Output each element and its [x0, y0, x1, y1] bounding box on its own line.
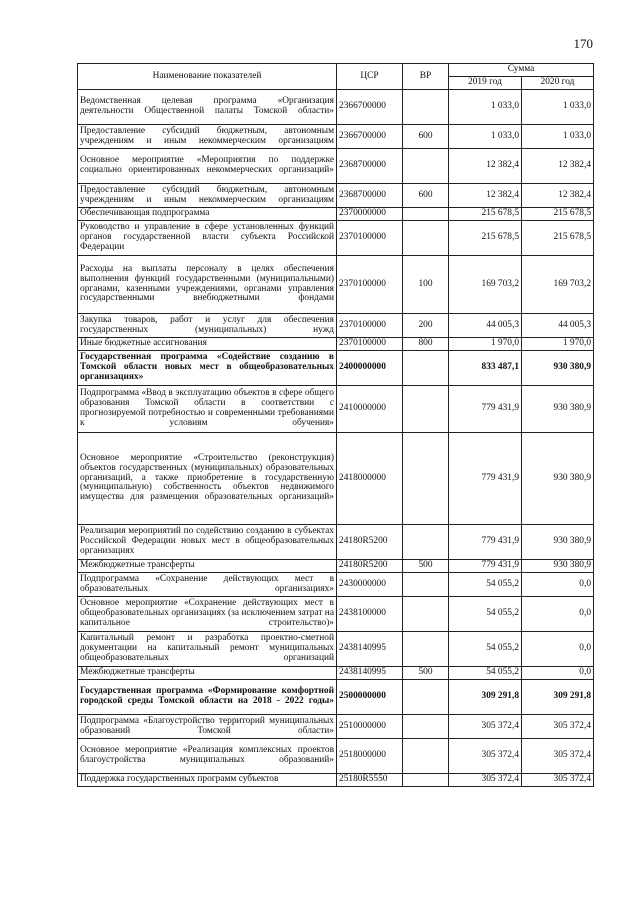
row-sum-2019: 779 431,9 — [449, 525, 522, 560]
table-row — [78, 125, 594, 149]
row-vr — [403, 351, 449, 386]
table-row — [78, 221, 594, 256]
row-name: Капитальный ремонт и разработка проектно-сметной документации на капитальный ремонт муниципальных общеобразовательных организаций — [78, 632, 337, 667]
table-row — [78, 774, 594, 787]
row-vr — [403, 774, 449, 787]
row-csr: 2500000000 — [337, 680, 403, 715]
row-sum-2019: 779 431,9 — [449, 433, 522, 525]
row-sum-2019: 309 291,8 — [449, 680, 522, 715]
row-sum-2019: 215 678,5 — [449, 208, 522, 221]
row-sum-2020: 930 380,9 — [522, 386, 594, 433]
row-csr: 2370000000 — [337, 208, 403, 221]
table-row — [78, 525, 594, 560]
row-name: Предоставление субсидий бюджетным, автономным учреждениям и иным некоммерческим организациям — [78, 184, 337, 208]
table-row — [78, 314, 594, 338]
row-sum-2019: 1 033,0 — [449, 125, 522, 149]
row-name: Реализация мероприятий по содействию созданию в субъектах Российской Федерации новых мест в общеобразовательных организациях — [78, 525, 337, 560]
table-row — [78, 184, 594, 208]
row-sum-2020: 12 382,4 — [522, 184, 594, 208]
row-sum-2019: 54 055,2 — [449, 597, 522, 632]
header-vr: ВР — [403, 64, 449, 90]
table-row — [78, 338, 594, 351]
row-vr — [403, 221, 449, 256]
row-sum-2019: 12 382,4 — [449, 184, 522, 208]
row-sum-2019: 44 005,3 — [449, 314, 522, 338]
row-sum-2020: 0,0 — [522, 667, 594, 680]
row-sum-2020: 12 382,4 — [522, 149, 594, 184]
table-row — [78, 433, 594, 525]
row-csr: 2438140995 — [337, 632, 403, 667]
table-row — [78, 208, 594, 221]
row-vr: 800 — [403, 338, 449, 351]
budget-table — [77, 63, 594, 787]
row-vr: 200 — [403, 314, 449, 338]
row-csr: 2366700000 — [337, 125, 403, 149]
row-vr — [403, 149, 449, 184]
row-name: Подпрограмма «Сохранение действующих мест в образовательных организациях» — [78, 573, 337, 597]
row-sum-2019: 54 055,2 — [449, 632, 522, 667]
header-sum: Сумма — [449, 64, 594, 77]
row-name: Руководство и управление в сфере установленных функций органов государственной власти субъекта Российской Федерации — [78, 221, 337, 256]
row-vr — [403, 90, 449, 125]
table-row — [78, 680, 594, 715]
row-sum-2019: 305 372,4 — [449, 715, 522, 739]
row-sum-2020: 44 005,3 — [522, 314, 594, 338]
row-sum-2019: 54 055,2 — [449, 667, 522, 680]
row-sum-2020: 1 970,0 — [522, 338, 594, 351]
row-sum-2020: 305 372,4 — [522, 715, 594, 739]
table-row — [78, 90, 594, 125]
row-name: Государственная программа «Содействие созданию в Томской области новых мест в общеобразовательных организациях» — [78, 351, 337, 386]
row-csr: 2410000000 — [337, 386, 403, 433]
row-vr — [403, 597, 449, 632]
table-row — [78, 573, 594, 597]
row-csr: 2370100000 — [337, 256, 403, 314]
row-vr — [403, 715, 449, 739]
row-sum-2020: 930 380,9 — [522, 525, 594, 560]
header-year-2020: 2020 год — [522, 77, 594, 90]
row-csr: 2370100000 — [337, 314, 403, 338]
table-row — [78, 667, 594, 680]
row-csr: 2366700000 — [337, 90, 403, 125]
row-sum-2020: 0,0 — [522, 632, 594, 667]
row-csr: 2438140995 — [337, 667, 403, 680]
row-name: Обеспечивающая подпрограмма — [78, 208, 337, 221]
row-csr: 2518000000 — [337, 739, 403, 774]
row-sum-2020: 215 678,5 — [522, 208, 594, 221]
row-sum-2019: 1 970,0 — [449, 338, 522, 351]
row-sum-2019: 1 033,0 — [449, 90, 522, 125]
row-sum-2020: 930 380,9 — [522, 433, 594, 525]
table-row — [78, 715, 594, 739]
page-number: 170 — [573, 36, 593, 51]
table-row — [78, 386, 594, 433]
row-sum-2019: 215 678,5 — [449, 221, 522, 256]
row-csr: 2510000000 — [337, 715, 403, 739]
row-vr — [403, 525, 449, 560]
row-csr: 2400000000 — [337, 351, 403, 386]
row-sum-2020: 1 033,0 — [522, 125, 594, 149]
row-sum-2019: 305 372,4 — [449, 739, 522, 774]
row-sum-2019: 169 703,2 — [449, 256, 522, 314]
row-csr: 2418000000 — [337, 433, 403, 525]
row-sum-2020: 0,0 — [522, 573, 594, 597]
row-sum-2020: 1 033,0 — [522, 90, 594, 125]
row-sum-2020: 0,0 — [522, 597, 594, 632]
table-row — [78, 149, 594, 184]
row-csr: 24180R5200 — [337, 560, 403, 573]
row-name: Основное мероприятие «Мероприятия по поддержке социально ориентированных некоммерческих организаций» — [78, 149, 337, 184]
row-sum-2019: 305 372,4 — [449, 774, 522, 787]
table-row — [78, 560, 594, 573]
row-vr — [403, 632, 449, 667]
row-csr: 25180R5550 — [337, 774, 403, 787]
row-vr — [403, 739, 449, 774]
row-sum-2020: 215 678,5 — [522, 221, 594, 256]
row-vr: 500 — [403, 560, 449, 573]
header-csr: ЦСР — [337, 64, 403, 90]
row-name: Закупка товаров, работ и услуг для обеспечения государственных (муниципальных) нужд — [78, 314, 337, 338]
row-name: Межбюджетные трансферты — [78, 560, 337, 573]
row-csr: 2368700000 — [337, 149, 403, 184]
row-vr — [403, 208, 449, 221]
table-row — [78, 597, 594, 632]
row-vr — [403, 573, 449, 597]
row-name: Иные бюджетные ассигнования — [78, 338, 337, 351]
row-sum-2019: 779 431,9 — [449, 560, 522, 573]
row-csr: 2370100000 — [337, 221, 403, 256]
row-csr: 24180R5200 — [337, 525, 403, 560]
row-name: Основное мероприятие «Реализация комплексных проектов благоустройства муниципальных образований» — [78, 739, 337, 774]
row-vr — [403, 433, 449, 525]
row-sum-2020: 305 372,4 — [522, 774, 594, 787]
row-csr: 2368700000 — [337, 184, 403, 208]
row-vr: 100 — [403, 256, 449, 314]
row-vr — [403, 680, 449, 715]
row-vr: 600 — [403, 125, 449, 149]
row-vr — [403, 386, 449, 433]
table-row — [78, 739, 594, 774]
row-csr: 2430000000 — [337, 573, 403, 597]
row-sum-2019: 12 382,4 — [449, 149, 522, 184]
row-vr: 600 — [403, 184, 449, 208]
row-sum-2020: 305 372,4 — [522, 739, 594, 774]
row-name: Расходы на выплаты персоналу в целях обеспечения выполнения функций государственными (муниципальными) органами, казенными учреждениями, органами управления государственными внебюджетными фондами — [78, 256, 337, 314]
row-name: Подпрограмма «Ввод в эксплуатацию объектов в сфере общего образования Томской области в соответствии с прогнозируемой потребностью и современными требованиями к условиям обучения» — [78, 386, 337, 433]
row-name: Государственная программа «Формирование комфортной городской среды Томской области на 2018 - 2022 годы» — [78, 680, 337, 715]
row-sum-2020: 309 291,8 — [522, 680, 594, 715]
row-sum-2019: 54 055,2 — [449, 573, 522, 597]
row-sum-2020: 169 703,2 — [522, 256, 594, 314]
row-sum-2019: 779 431,9 — [449, 386, 522, 433]
row-csr: 2438100000 — [337, 597, 403, 632]
row-csr: 2370100000 — [337, 338, 403, 351]
header-name: Наименование показателей — [78, 64, 337, 90]
row-name: Ведомственная целевая программа «Организация деятельности Общественной палаты Томской области» — [78, 90, 337, 125]
row-name: Межбюджетные трансферты — [78, 667, 337, 680]
table-row — [78, 632, 594, 667]
row-sum-2019: 833 487,1 — [449, 351, 522, 386]
row-name: Основное мероприятие «Сохранение действующих мест в общеобразовательных организациях (за исключением затрат на капитальное строительство)» — [78, 597, 337, 632]
row-sum-2020: 930 380,9 — [522, 560, 594, 573]
row-name: Поддержка государственных программ субъектов — [78, 774, 337, 787]
row-name: Подпрограмма «Благоустройство территорий муниципальных образований Томской области» — [78, 715, 337, 739]
row-vr: 500 — [403, 667, 449, 680]
table-row — [78, 256, 594, 314]
header-year-2019: 2019 год — [449, 77, 522, 90]
row-name: Предоставление субсидий бюджетным, автономным учреждениям и иным некоммерческим организациям — [78, 125, 337, 149]
table-row — [78, 351, 594, 386]
row-sum-2020: 930 380,9 — [522, 351, 594, 386]
row-name: Основное мероприятие «Строительство (реконструкция) объектов государственных (муниципальных) образовательных организаций, а также приобретение в государственную (муниципальную) собственность объектов недвижимого имущества для размещения образовательных организаций» — [78, 433, 337, 525]
